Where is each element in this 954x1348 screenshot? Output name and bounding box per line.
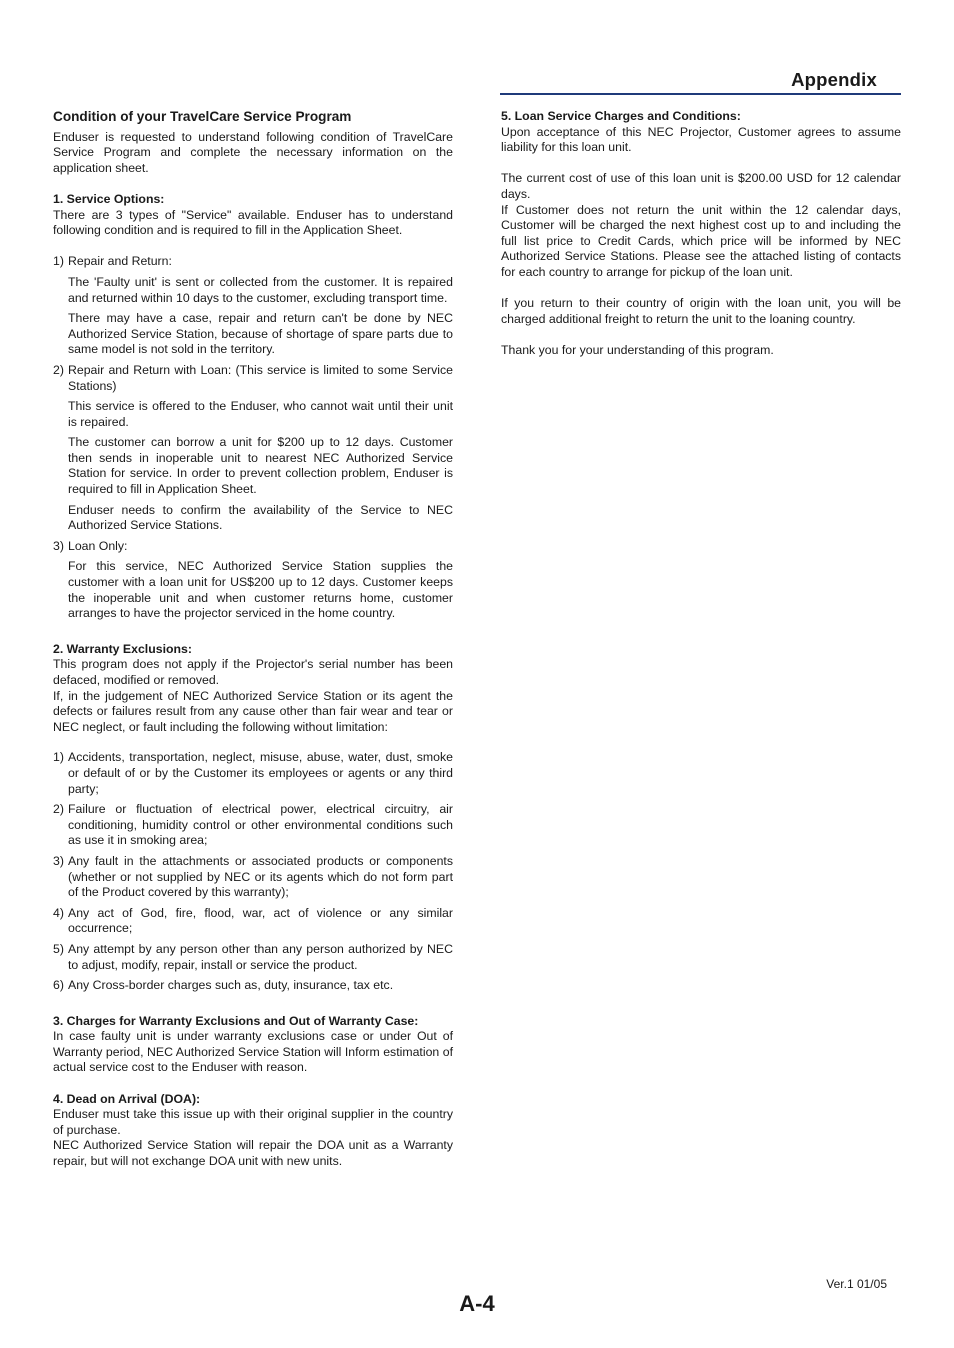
item-text: Any Cross-border charges such as, duty, insurance, tax etc. xyxy=(68,978,394,993)
loan-charges-text: Upon acceptance of this NEC Projector, Customer agrees to assume liability for this loan unit. xyxy=(501,124,901,155)
item-number: 2) xyxy=(53,802,64,817)
exclusion-item xyxy=(53,750,453,797)
left-column xyxy=(53,109,453,1170)
option-number: 1) xyxy=(53,254,64,269)
warranty-exclusions-heading: 2. Warranty Exclusions: xyxy=(53,641,192,656)
item-text: Any attempt by any person other than any person authorized by NEC to adjust, modify, repair, install or service the product. xyxy=(68,941,453,972)
right-column xyxy=(501,109,901,359)
service-options-text: There are 3 types of "Service" available. Enduser has to understand following condition and is required to fill in the Application Sheet. xyxy=(53,207,453,238)
exclusion-item xyxy=(53,854,453,901)
option-repair-return xyxy=(53,254,453,270)
section-title: Condition of your TravelCare Service Program xyxy=(53,109,352,124)
doa-heading: 4. Dead on Arrival (DOA): xyxy=(53,1091,201,1106)
option-paragraph: There may have a case, repair and return can't be done by NEC Authorized Service Station, because of shortage of spare parts due to same model is not sold in the territory. xyxy=(68,311,453,357)
loan-charges-text: If you return to their country of origin with the loan unit, you will be charged additional freight to return the unit to the loaning country. xyxy=(501,296,901,326)
exclusion-item xyxy=(53,802,453,849)
option-paragraph: The 'Faulty unit' is sent or collected from the customer. It is repaired and returned within 10 days to the customer, excluding transport time. xyxy=(68,274,453,305)
item-number: 5) xyxy=(53,941,64,956)
option-paragraph: For this service, NEC Authorized Service Station supplies the customer with a loan unit for US$200 up to 12 days. Customer keeps the inoperable unit and when customer returns home, customer arranges to have the projector serviced in the home country. xyxy=(68,559,453,621)
doa-text: Enduser must take this issue up with their original supplier in the country of purchase. xyxy=(53,1107,453,1137)
loan-charges-text: The current cost of use of this loan unit is $200.00 USD for 12 calendar days. xyxy=(501,171,901,201)
option-label: Repair and Return: xyxy=(68,254,172,269)
item-text: Any fault in the attachments or associated products or components (whether or not supplied by NEC or its agents which do not form part of the Product covered by this warranty); xyxy=(68,853,453,900)
option-paragraph: The customer can borrow a unit for $200 up to 12 days. Customer then sends in inoperable unit to nearest NEC Authorized Service Station for service. In order to prevent collection problem, Enduser is required to fill in Application Sheet. xyxy=(68,435,453,497)
version-label: Ver.1 01/05 xyxy=(826,1277,887,1291)
option-number: 3) xyxy=(53,538,64,553)
doa-text: NEC Authorized Service Station will repair the DOA unit as a Warranty repair, but will not exchange DOA unit with new units. xyxy=(53,1138,453,1169)
item-number: 3) xyxy=(53,853,64,868)
option-loan-only xyxy=(53,539,453,555)
item-text: Failure or fluctuation of electrical power, electrical circuitry, air conditioning, humidity control or other environmental conditions such as use it in smoking area; xyxy=(68,802,453,848)
warranty-exclusions-text: If, in the judgement of NEC Authorized Service Station or its agent the defects or failures result from any cause other than fair wear and tear or NEC neglect, or fault including the following without limitation: xyxy=(53,688,453,734)
exclusion-item xyxy=(53,906,453,937)
item-number: 6) xyxy=(53,978,64,993)
option-paragraph: Enduser needs to confirm the availability of the Service to NEC Authorized Service Stations. xyxy=(68,502,453,533)
option-paragraph: This service is offered to the Enduser, who cannot wait until their unit is repaired. xyxy=(68,399,453,429)
loan-charges-text: If Customer does not return the unit within the 12 calendar days, Customer will be charged the next highest cost up to and including the full list price to Credit Cards, which price will be informed by NEC Authorized Service Stations. Please see the attached listing of contacts for each country to arrange for pickup of the loan unit. xyxy=(501,202,901,279)
item-text: Any act of God, fire, flood, war, act of violence or any similar occurrence; xyxy=(68,905,453,936)
exclusion-item xyxy=(53,978,453,994)
option-label: Repair and Return with Loan: (This service is limited to some Service Stations) xyxy=(68,362,453,393)
appendix-header: Appendix xyxy=(791,69,877,90)
thank-you-text: Thank you for your understanding of this program. xyxy=(501,342,774,357)
header-rule xyxy=(500,93,901,95)
warranty-exclusions-text: This program does not apply if the Projector's serial number has been defaced, modified or removed. xyxy=(53,657,453,687)
option-repair-return-loan xyxy=(53,363,453,394)
item-number: 1) xyxy=(53,750,64,765)
charges-heading: 3. Charges for Warranty Exclusions and Out of Warranty Case: xyxy=(53,1013,419,1028)
item-text: Accidents, transportation, neglect, misuse, abuse, water, dust, smoke or default of or by the Customer its employees or agents or any third party; xyxy=(68,750,453,796)
option-number: 2) xyxy=(53,362,64,377)
loan-charges-heading: 5. Loan Service Charges and Conditions: xyxy=(501,109,741,123)
intro-text: Enduser is requested to understand following condition of TravelCare Service Program and complete the necessary information on the application sheet. xyxy=(53,129,453,175)
option-label: Loan Only: xyxy=(68,538,128,553)
exclusion-item xyxy=(53,942,453,973)
page-number: A-4 xyxy=(459,1291,495,1316)
charges-text: In case faulty unit is under warranty exclusions case or under Out of Warranty period, NEC Authorized Service Station will Inform estimation of actual service cost to the Enduser with reason. xyxy=(53,1029,453,1075)
service-options-heading: 1. Service Options: xyxy=(53,191,165,206)
item-number: 4) xyxy=(53,905,64,920)
